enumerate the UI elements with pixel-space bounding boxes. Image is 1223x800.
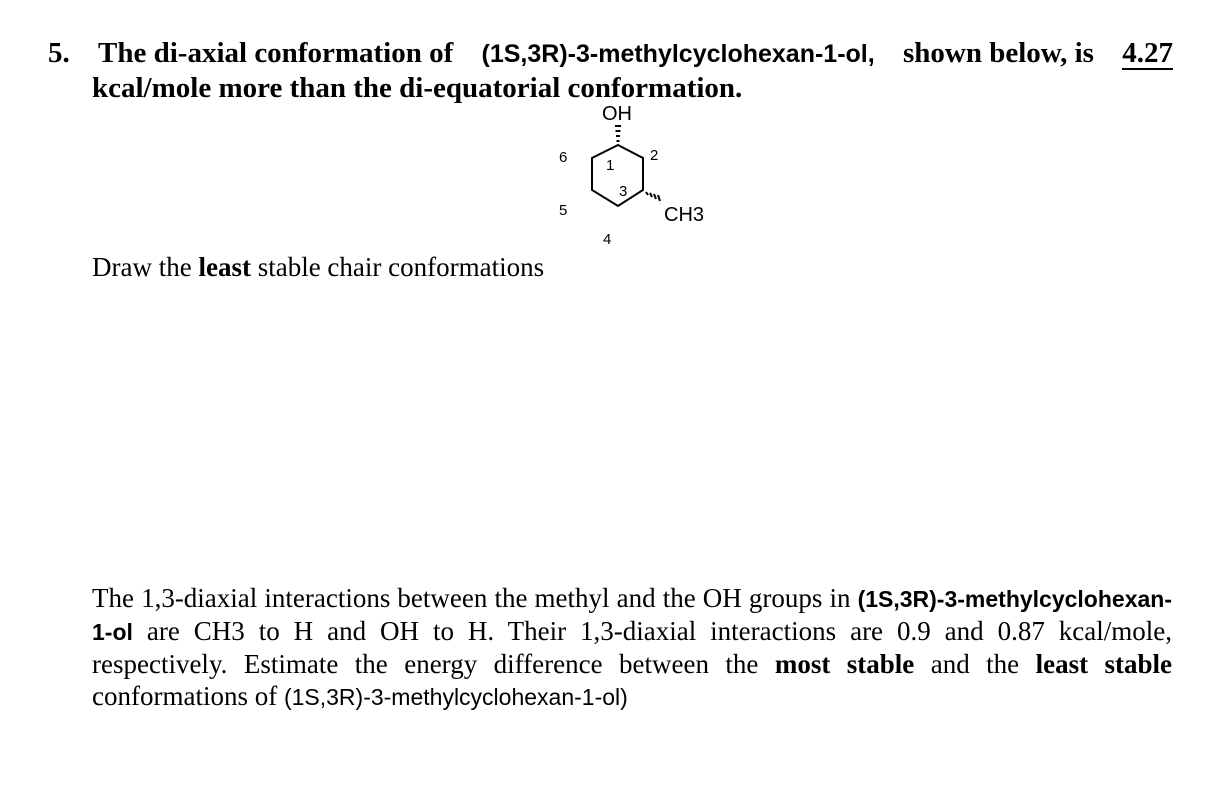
instruction-emphasis: least [198,252,251,282]
paragraph-part-4: conformations of [92,681,278,711]
atom-number-2: 2 [650,147,659,164]
paragraph-compound-end: (1S,3R)-3-methylcyclohexan-1-ol) [283,684,628,710]
paragraph-most-stable: most stable [774,649,915,679]
paragraph-part-2: are CH3 to H and OH to H. Their 1,3-diaxial interactions are 0.9 and 0.87 kcal/mole, respectively. Estimate the energy difference between the [92,616,1173,679]
cyclohexane-ring-drawing [540,100,770,260]
paragraph-compound-bold: (1S,3R)-3-methylcyclohexan-1-ol [92,586,1172,645]
atom-number-5: 5 [559,202,568,219]
question-header [48,36,1173,105]
compound-name: (1S,3R)-3-methylcyclohexan-1-ol, [481,40,875,68]
atom-number-6: 6 [559,149,568,166]
ch3-label: CH3 [664,204,705,226]
paragraph-part-1: The 1,3-diaxial interactions between the methyl and the OH groups in [92,583,851,613]
atom-number-4: 4 [603,231,612,248]
header-text-1: The di-axial conformation of [98,37,454,69]
paragraph-least-stable: least stable [1035,649,1173,679]
atom-number-1: 1 [606,157,615,174]
hashed-bond-ch3 [646,192,660,201]
oh-label: OH [602,103,632,125]
question-header-line-1 [48,36,1173,71]
header-text-2: shown below, is [902,37,1094,69]
paragraph-part-3: and the [930,649,1020,679]
instruction-text [92,252,544,283]
header-text-line-2: kcal/mole more than the di-equatorial conformation. [92,72,743,104]
instruction-suffix: stable chair conformations [257,252,545,282]
atom-number-3: 3 [619,183,628,200]
cyclohexane-ring [592,145,643,206]
energy-question-paragraph [92,582,1172,713]
molecule-structure [540,100,770,260]
hashed-bond-oh [615,126,621,141]
energy-value: 4.27 [1122,37,1173,69]
instruction-prefix: Draw the [92,252,192,282]
question-number: 5. [48,37,70,69]
